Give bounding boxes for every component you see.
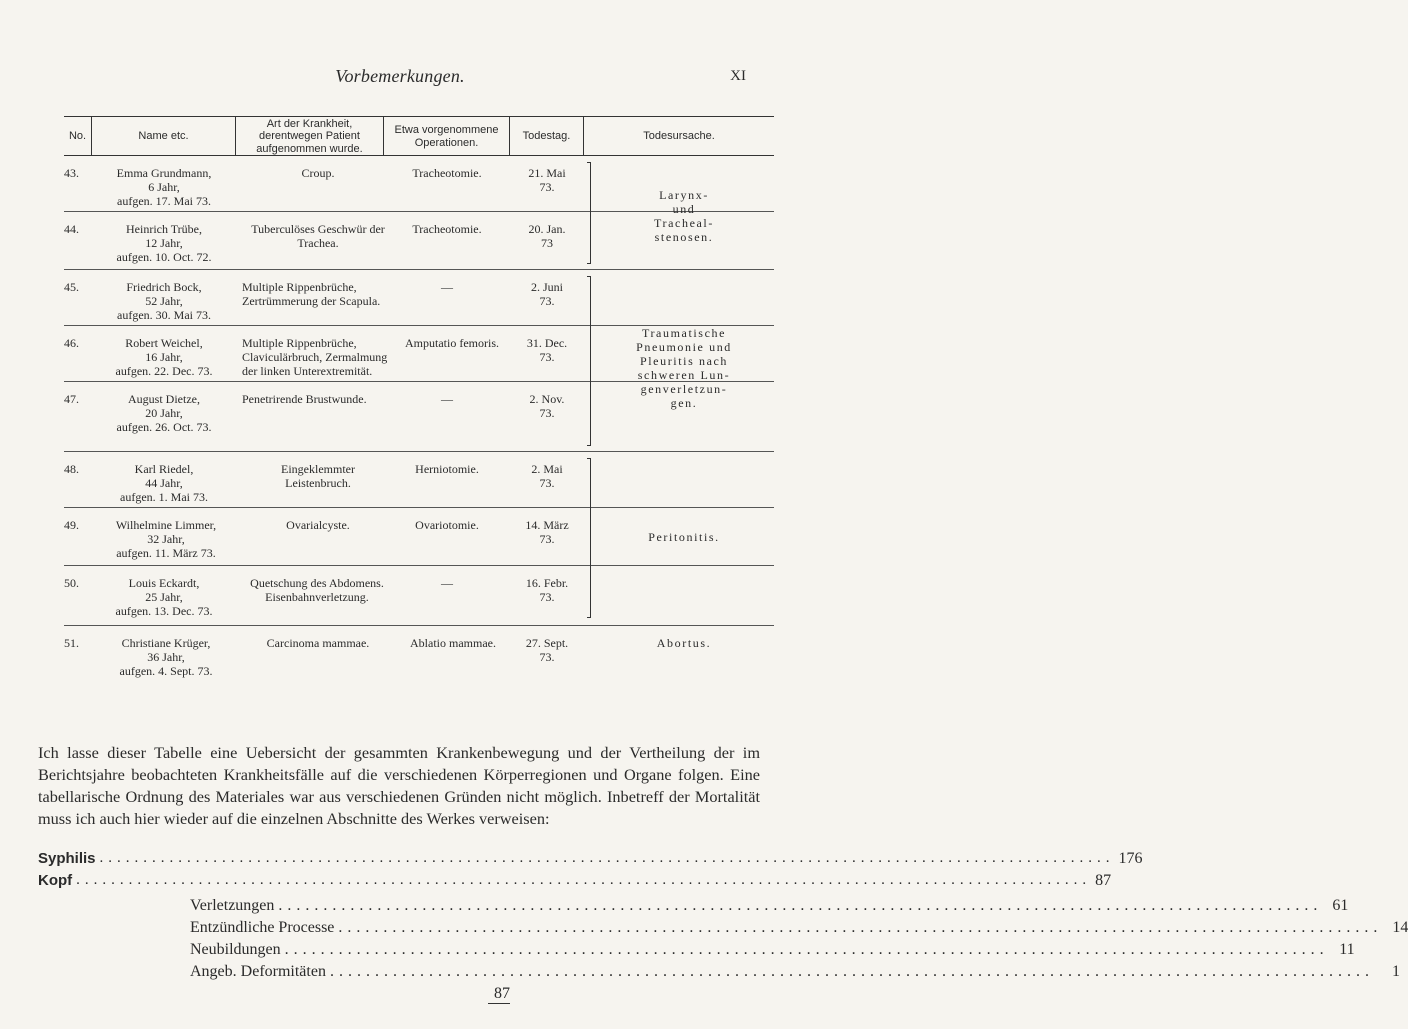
kopf-item — [190, 941, 1355, 959]
death-day: 14. März — [525, 518, 569, 532]
leader-dots: .................................................................................................................... — [99, 850, 1115, 866]
item-value: 14 — [1392, 919, 1408, 936]
admission-date: aufgen. 13. Dec. 73. — [115, 604, 213, 618]
death-date — [506, 518, 588, 546]
death-day: 2. Juni — [530, 280, 563, 294]
admission-date: aufgen. 1. Mai 73. — [120, 490, 208, 504]
death-year: 73. — [539, 406, 555, 420]
table-row — [64, 452, 774, 508]
row-number: 47. — [64, 392, 79, 406]
col-header-cause: Todesursache. — [643, 130, 715, 143]
illness: Carcinoma mammae. — [266, 636, 370, 650]
item-value: 61 — [1332, 897, 1349, 914]
patient-age: 44 Jahr, — [145, 476, 183, 490]
illness: Croup. — [301, 166, 335, 180]
cause-line: Tracheal- — [654, 216, 714, 230]
death-year: 73. — [539, 350, 555, 364]
admission-date: aufgen. 22. Dec. 73. — [115, 364, 213, 378]
kopf-item — [190, 897, 1349, 915]
death-year: 73. — [539, 532, 555, 546]
sum-value: 87 — [494, 985, 510, 1002]
patient-name: Louis Eckardt, — [128, 576, 200, 590]
operation: Ovariotomie. — [415, 518, 479, 532]
death-date — [506, 166, 588, 194]
kopf-item — [190, 919, 1408, 937]
patient-name: Christiane Krüger, — [121, 636, 211, 650]
illness: Ovarialcyste. — [286, 518, 350, 532]
patient-age: 16 Jahr, — [145, 350, 183, 364]
cause-line: Pleuritis nach — [639, 354, 729, 368]
total-label: Kopf — [38, 872, 73, 889]
col-header-death-day: Todestag. — [510, 117, 584, 156]
death-day: 2. Mai — [531, 462, 563, 476]
cause-line: Pneumonie und — [636, 340, 732, 354]
page-header — [0, 66, 800, 90]
table-row — [64, 566, 774, 626]
admission-date: aufgen. 10. Oct. 72. — [116, 250, 212, 264]
operation: Amputatio femoris. — [405, 336, 499, 350]
col-header-illness: Art der Krankheit, derentwegen Patient aufgenommen wurde. — [236, 117, 384, 156]
leader-dots: .................................................................................................................... — [76, 872, 1092, 888]
patient-cell — [80, 336, 248, 378]
patient-cell — [80, 576, 248, 618]
death-date — [506, 392, 588, 420]
col-header-no: No. — [64, 117, 92, 156]
operation: — — [441, 576, 453, 590]
item-label: Angeb. Deformitäten — [190, 963, 326, 980]
total-value: 176 — [1118, 850, 1143, 867]
admission-date: aufgen. 11. März 73. — [116, 546, 216, 560]
death-date — [506, 462, 588, 490]
total-value: 87 — [1095, 872, 1112, 889]
illness: Quetschung des Abdomens. Eisenbahnverletzung. — [250, 576, 384, 604]
item-value: 1 — [1391, 963, 1400, 980]
item-label: Verletzungen — [190, 897, 275, 914]
patient-age: 36 Jahr, — [147, 650, 185, 664]
cause-line: gen. — [670, 396, 698, 410]
death-date — [506, 222, 588, 250]
patient-name: Robert Weichel, — [125, 336, 203, 350]
death-year: 73 — [541, 236, 553, 250]
leader-dots: .................................................................................................................... — [329, 963, 1374, 980]
kopf-item — [190, 963, 1400, 981]
cause-trauma — [594, 326, 774, 410]
patient-name: Emma Grundmann, — [116, 166, 212, 180]
sum-rule — [488, 1003, 510, 1004]
patient-age: 20 Jahr, — [145, 406, 183, 420]
operation: — — [441, 280, 453, 294]
patient-cell — [80, 392, 248, 434]
patient-name: Wilhelmine Limmer, — [115, 518, 217, 532]
illness: Multiple Rippenbrüche, Claviculärbruch, Zermalmung der linken Unterextremität. — [242, 336, 388, 378]
patient-cell — [80, 222, 248, 264]
table-header — [64, 116, 774, 156]
cause-larynx — [594, 188, 774, 244]
cause-line: Traumatische — [641, 326, 727, 340]
illness: Penetrirende Brustwunde. — [242, 392, 367, 406]
death-day: 20. Jan. — [528, 222, 566, 236]
cause-line: stenosen. — [654, 230, 714, 244]
death-date — [506, 336, 588, 364]
total-syphilis — [38, 850, 1143, 868]
row-number: 46. — [64, 336, 79, 350]
death-day: 27. Sept. — [525, 636, 569, 650]
patient-age: 52 Jahr, — [145, 294, 183, 308]
row-number: 49. — [64, 518, 79, 532]
admission-date: aufgen. 17. Mai 73. — [117, 194, 211, 208]
col-header-operation: Etwa vorgenommene Operationen. — [384, 117, 510, 156]
patient-age: 6 Jahr, — [148, 180, 180, 194]
operation: Ablatio mammae. — [410, 636, 496, 650]
running-title: Vorbemerkungen. — [335, 66, 465, 86]
death-year: 73. — [539, 650, 555, 664]
operation: Herniotomie. — [415, 462, 479, 476]
col-header-name: Name etc. — [92, 117, 236, 156]
patient-name: Friedrich Bock, — [126, 280, 202, 294]
cause-line: genverletzun- — [640, 382, 728, 396]
page-number: XI — [730, 68, 746, 84]
death-year: 73. — [539, 476, 555, 490]
item-value: 11 — [1339, 941, 1355, 958]
leader-dots: .................................................................................................................... — [284, 941, 1329, 958]
death-year: 73. — [539, 294, 555, 308]
cause-peritonitis: Peritonitis. — [648, 530, 720, 544]
death-day: 31. Dec. — [526, 336, 568, 350]
operation: Tracheotomie. — [412, 166, 482, 180]
total-label: Syphilis — [38, 850, 96, 867]
illness: Eingeklemmter Leistenbruch. — [281, 462, 355, 490]
row-number: 50. — [64, 576, 79, 590]
patient-age: 12 Jahr, — [145, 236, 183, 250]
patient-cell — [80, 166, 248, 208]
item-label: Neubildungen — [190, 941, 281, 958]
row-number: 51. — [64, 636, 79, 650]
item-label: Entzündliche Processe — [190, 919, 335, 936]
patient-name: August Dietze, — [128, 392, 200, 406]
cause-line: Larynx- — [659, 188, 709, 202]
patient-cell — [80, 280, 248, 322]
row-number: 44. — [64, 222, 79, 236]
table-row — [64, 270, 774, 326]
patient-age: 32 Jahr, — [147, 532, 185, 546]
death-date — [506, 576, 588, 604]
operation: Tracheotomie. — [412, 222, 482, 236]
admission-date: aufgen. 4. Sept. 73. — [119, 664, 213, 678]
admission-date: aufgen. 30. Mai 73. — [117, 308, 211, 322]
row-number: 45. — [64, 280, 79, 294]
row-number: 43. — [64, 166, 79, 180]
mortality-table — [64, 116, 774, 694]
death-day: 2. Nov. — [529, 392, 565, 406]
patient-cell — [78, 636, 254, 678]
patient-age: 25 Jahr, — [145, 590, 183, 604]
kopf-sum — [190, 985, 510, 1003]
cause-line: schweren Lun- — [637, 368, 731, 382]
operation: — — [441, 392, 453, 406]
row-number: 48. — [64, 462, 79, 476]
patient-cell — [78, 518, 254, 560]
total-kopf — [38, 872, 1112, 890]
leader-dots: .................................................................................................................... — [338, 919, 1383, 936]
death-day: 16. Febr. — [525, 576, 569, 590]
death-year: 73. — [539, 180, 555, 194]
death-date — [506, 280, 588, 308]
cause-abortus: Abortus. — [656, 636, 712, 650]
illness: Multiple Rippenbrüche, Zertrümmerung der Scapula. — [242, 280, 381, 308]
death-year: 73. — [539, 590, 555, 604]
death-date — [506, 636, 588, 664]
body-paragraph: Ich lasse dieser Tabelle eine Uebersicht der gesammten Krankenbewegung und der Vertheilung der im Berichtsjahre beobachteten Krankheitsfälle auf die verschiedenen Körperregionen und Organe folgen. Eine tabellarische Ordnung des Materiales war aus verschiedenen Gründen nicht möglich. Inbetreff der Mortalität muss ich auch hier wieder auf die einzelnen Abschnitte des Werkes verweisen: — [38, 743, 760, 828]
illness: Tuberculöses Geschwür der Trachea. — [251, 222, 385, 250]
patient-name: Heinrich Trübe, — [126, 222, 202, 236]
admission-date: aufgen. 26. Oct. 73. — [116, 420, 212, 434]
leader-dots: .................................................................................................................... — [278, 897, 1323, 914]
patient-name: Karl Riedel, — [134, 462, 194, 476]
death-day: 21. Mai — [528, 166, 566, 180]
patient-cell — [80, 462, 248, 504]
cause-line: und — [672, 202, 696, 216]
